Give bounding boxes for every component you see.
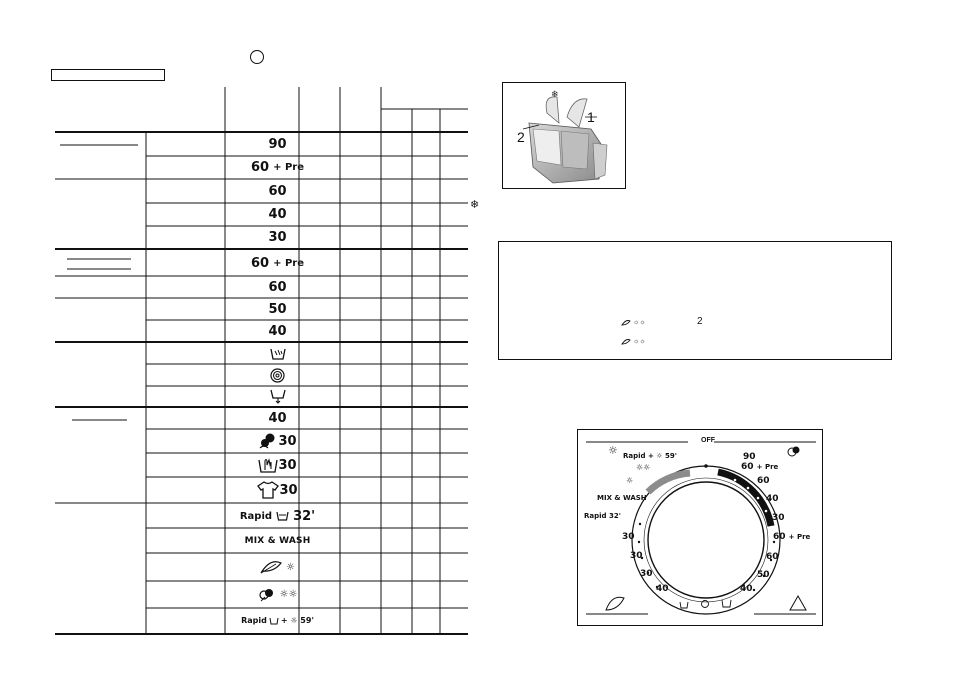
program-cell-60-2: 60 [268, 279, 287, 295]
dial-label-60-pre-2: 60 + Pre [773, 532, 811, 542]
program-cell-mix-wash: MIX & WASH [244, 535, 311, 546]
dial-label-rapid-32: Rapid 32' [584, 512, 621, 520]
drawer-label-2: 2 [517, 129, 525, 145]
program-dial-figure [577, 429, 823, 626]
svg-text:❄: ❄ [551, 90, 559, 100]
program-cell-60: 60 [268, 184, 287, 199]
program-cell-50: 50 [268, 301, 287, 317]
dial-label-90: 90 [743, 452, 756, 462]
program-cell-90: 90 [268, 137, 287, 152]
dial-label-30: 30 [772, 513, 785, 523]
dial-label-60: 60 [757, 476, 770, 486]
program-cell-40: 40 [268, 207, 287, 222]
program-cell-40-3: 40 [268, 411, 287, 426]
dial-label-40-2: 40 [740, 584, 753, 594]
program-cell-30: 30 [268, 230, 287, 245]
program-cell-wool-30: 30 [201, 429, 354, 453]
svg-text:☼: ☼ [608, 444, 618, 457]
program-cell-shirt-30: 30 [201, 477, 354, 503]
drawer-label-1: 1 [587, 109, 595, 125]
dial-label-40-left: 40 [656, 584, 669, 594]
sun-icon: ☼ [286, 561, 295, 573]
table-grid [55, 87, 468, 635]
dial-label-60-pre: 60 + Pre [741, 462, 779, 472]
program-cell-40-2: 40 [268, 323, 287, 339]
dial-label-feather-sun: ☼ [626, 476, 634, 485]
dial-label-wool-30: 30 [640, 569, 653, 579]
program-cell-60-pre-2: 60 + Pre [251, 255, 304, 271]
dial-label-rapid-59: Rapid + ☼ 59' [623, 452, 677, 460]
program-table [55, 87, 480, 635]
program-cell-handwash-30: 30 [201, 453, 354, 477]
dial-label-60-2: 60 [766, 552, 779, 562]
dial-label-50: 50 [757, 570, 770, 580]
info-symbol-row-2: ☼☼ [621, 338, 646, 345]
dial-label-handwash-30: 30 [630, 551, 643, 561]
detergent-drawer-figure [502, 82, 626, 189]
feather-icon [621, 319, 631, 326]
snowflake-icon: ❄ [470, 199, 480, 211]
dial-label-40: 40 [766, 494, 779, 504]
dial-label-mix-wash: MIX & WASH [597, 494, 647, 502]
dial-label-cotton-suns: ☼☼ [636, 463, 651, 472]
dial-graphic [578, 430, 823, 626]
program-cell-rapid-59: Rapid + ☼ 59' [241, 616, 314, 625]
feather-icon [621, 338, 631, 345]
section-title-box [51, 69, 165, 81]
info-note-box [498, 241, 892, 360]
program-cell-rapid-32: Rapid 32' [239, 508, 316, 524]
info-hanger-symbol: 2 [697, 316, 703, 327]
program-cell-60-pre: 60 + Pre [251, 160, 304, 175]
dial-label-shirt-30: 30 [622, 532, 635, 542]
language-circle-mark [250, 50, 264, 64]
info-symbol-row-1: ☼☼ [621, 319, 646, 326]
double-sun-icon: ☼☼ [279, 589, 298, 600]
dial-off-label: OFF [701, 437, 715, 444]
